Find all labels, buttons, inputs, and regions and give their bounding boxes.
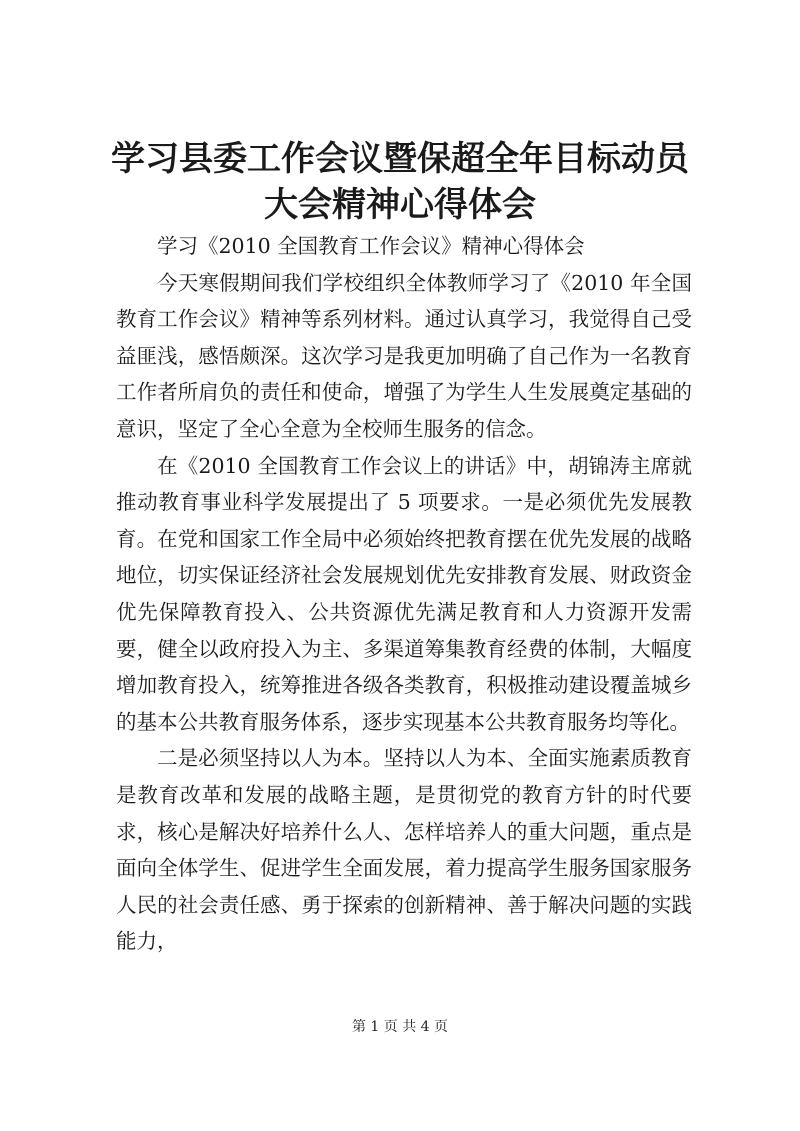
body-paragraph-1: 今天寒假期间我们学校组织全体教师学习了《2010 年全国教育工作会议》精神等系列材料。通过认真学习，我觉得自己受益匪浅，感悟颇深。这次学习是我更加明确了自己作为一名教育工作者所肩负的责任和使命，增强了为学生人生发展奠定基础的意识，坚定了全心全意为全校师生服务的信念。 [116, 270, 692, 441]
subtitle-paragraph: 学习《2010 全国教育工作会议》精神心得体会 [157, 234, 585, 258]
page-number: 第 1 页 共 4 页 [351, 1019, 449, 1035]
body-paragraph-2: 在《2010 全国教育工作会议上的讲话》中，胡锦涛主席就推动教育事业科学发展提出了 5 项要求。一是必须优先发展教育。在党和国家工作全局中必须始终把教育摆在优先发展的战略地位，切实保证经济社会发展规划优先安排教育发展、财政资金优先保障教育投入、公共资源优先满足教育和人力资源开发需要，健全以政府投入为主、多渠道筹集教育经费的体制，大幅度增加教育投入，统筹推进各级各类教育，积极推动建设覆盖城乡的基本公共教育服务体系，逐步实现基本公共教育服务均等化。 [116, 453, 692, 734]
document-title: 学习县委工作会议暨保超全年目标动员大会精神心得体会 [111, 139, 689, 225]
document-body [116, 228, 692, 960]
body-paragraph-3: 二是必须坚持以人为本。坚持以人为本、全面实施素质教育是教育改革和发展的战略主题，是贯彻党的教育方针的时代要求，核心是解决好培养什么人、怎样培养人的重大问题，重点是面向全体学生、促进学生全面发展，着力提高学生服务国家服务人民的社会责任感、勇于探索的创新精神、善于解决问题的实践能力， [116, 746, 692, 954]
